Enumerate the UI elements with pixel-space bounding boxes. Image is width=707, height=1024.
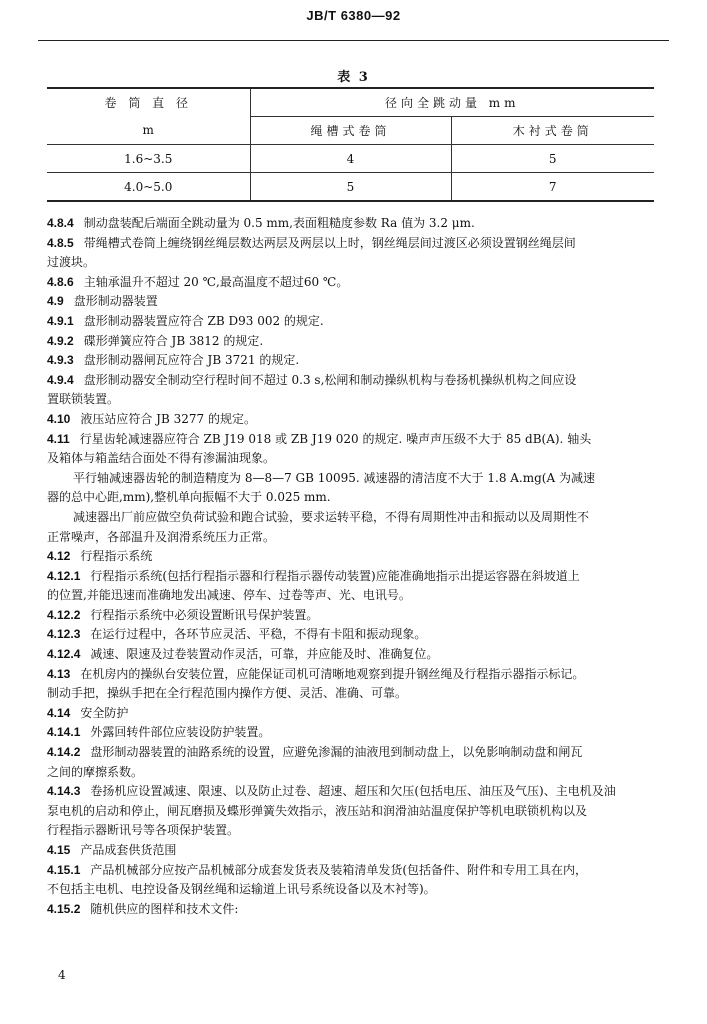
table-row [47, 145, 654, 173]
paragraph-line [47, 821, 659, 841]
clause-text: 器的总中心距,mm),整机单向振幅不大于 0.025 mm. [47, 490, 331, 505]
paragraph-line [47, 625, 659, 645]
clause-number: 4.9.3 [47, 353, 74, 368]
paragraph-line [47, 312, 659, 332]
clause-number: 4.12.4 [47, 647, 81, 662]
header-rule [38, 40, 669, 41]
paragraph-line [47, 234, 659, 254]
clause-text: 随机供应的图样和技术文件: [90, 901, 239, 916]
clause-text: 行程指示系统(包括行程指示器和行程指示器传动装置)应能准确地指示出提运容器在斜坡道上 [90, 568, 580, 583]
clause-number: 4.9.2 [47, 333, 74, 348]
clause-text: 减速、限速及过卷装置动作灵活，可靠，并应能及时、准确复位。 [90, 647, 439, 662]
clause-text: 制动手把，操纵手把在全行程范围内操作方便、灵活、准确、可靠。 [47, 686, 408, 701]
paragraph-line [47, 488, 659, 508]
clause-number: 4.8.6 [47, 274, 74, 289]
clause-text: 盘形制动器装置 [73, 294, 158, 309]
paragraph-line [47, 606, 659, 626]
paragraph-line [47, 743, 659, 763]
rope-groove-cell: 4 [250, 145, 451, 173]
paragraph-line [47, 390, 659, 410]
paragraph-line [47, 449, 659, 469]
runout-table [47, 87, 654, 202]
clause-number: 4.12.3 [47, 627, 81, 642]
clause-number: 4.14.3 [47, 784, 81, 799]
clause-text: 置联锁装置。 [47, 392, 120, 407]
wood-lined-header: 木衬式卷筒 [451, 117, 654, 145]
paragraph-line [47, 371, 659, 391]
clause-text: 盘形制动器装置应符合 ZB D93 002 的规定. [83, 313, 324, 328]
paragraph-line [47, 253, 659, 273]
clause-number: 4.15.2 [47, 901, 81, 916]
rope-groove-header: 绳槽式卷筒 [250, 117, 451, 145]
clause-text: 安全防护 [80, 705, 129, 720]
clause-text: 盘形制动器安全制动空行程时间不超过 0.3 s,松闸和制动操纵机构与卷扬机操纵机构之间应设 [83, 372, 577, 387]
runout-header: 径向全跳动量 mm [250, 88, 654, 117]
paragraph-line [47, 547, 659, 567]
paragraph-line [47, 802, 659, 822]
paragraph-line [47, 763, 659, 783]
paragraph-line [47, 469, 659, 489]
table-row [47, 173, 654, 202]
clause-text: 盘形制动器装置的油路系统的设置，应避免渗漏的油液甩到制动盘上，以免影响制动盘和闸瓦 [90, 745, 583, 760]
clause-text: 行程指示系统 [80, 549, 153, 564]
clause-number: 4.14.1 [47, 725, 81, 740]
clause-number: 4.9.1 [47, 313, 74, 328]
clause-number: 4.8.4 [47, 216, 74, 230]
paragraph-line [47, 528, 659, 548]
diameter-cell: 4.0~5.0 [47, 173, 250, 202]
rope-groove-cell: 5 [250, 173, 451, 202]
clause-number: 4.14 [47, 705, 71, 720]
clause-text: 行程指示系统中必须设置断讯号保护装置。 [90, 607, 319, 622]
paragraph-line [47, 880, 659, 900]
paragraph-line [47, 704, 659, 724]
standard-code-header: JB/T 6380—92 [306, 8, 401, 23]
clause-text: 过渡块。 [47, 255, 96, 270]
clause-text: 及箱体与箱盖结合面处不得有渗漏油现象。 [47, 451, 276, 466]
clause-text: 在机房内的操纵台安装位置，应能保证司机可清晰地观察到提升钢丝绳及行程指示器指示标记。 [80, 666, 585, 681]
table-header-row-1 [47, 88, 654, 117]
diameter-header: 卷 筒 直 径 [47, 88, 250, 117]
clause-text: 带绳槽式卷筒上缠绕钢丝绳层数达两层及两层以上时，钢丝绳层间过渡区必须设置钢丝绳层间 [83, 235, 576, 250]
clause-text: 制动盘装配后端面全跳动量为 0.5 mm,表面粗糙度参数 Ra 值为 3.2 μm. [83, 216, 475, 230]
clause-number: 4.15 [47, 843, 71, 857]
paragraph-line [47, 723, 659, 743]
paragraph-line [47, 567, 659, 587]
page-number: 4 [58, 968, 66, 982]
clause-number: 4.11 [47, 431, 70, 446]
clause-number: 4.13 [47, 666, 71, 681]
clause-text: 外露回转件部位应装设防护装置。 [90, 725, 271, 740]
clause-text: 正常噪声，各部温升及润滑系统压力正常。 [47, 529, 276, 544]
clause-number: 4.8.5 [47, 235, 74, 250]
paragraph-line [47, 214, 659, 234]
paragraph-line [47, 332, 659, 352]
paragraph-line [47, 430, 659, 450]
paragraph-line [47, 645, 659, 665]
clause-text: 在运行过程中，各环节应灵活、平稳，不得有卡阻和振动现象。 [90, 627, 427, 642]
clause-text: 不包括主电机、电控设备及钢丝绳和运输道上讯号系统设备以及木衬等)。 [47, 882, 436, 897]
paragraph-line [47, 508, 659, 528]
clause-text: 液压站应符合 JB 3277 的规定。 [80, 411, 256, 426]
paragraph-line [47, 684, 659, 704]
paragraph-line [47, 782, 659, 802]
clause-text: 减速器出厂前应做空负荷试验和跑合试验，要求运转平稳，不得有周期性冲击和振动以及周期性不 [73, 509, 590, 524]
paragraph-line [47, 410, 659, 430]
paragraph-line [47, 273, 659, 293]
paragraph-line [47, 861, 659, 881]
paragraph-line [47, 665, 659, 685]
clause-number: 4.9 [47, 294, 64, 309]
clause-text: 碟形弹簧应符合 JB 3812 的规定. [83, 333, 264, 348]
clause-text: 之间的摩擦系数。 [47, 764, 144, 779]
diameter-unit: m [47, 117, 250, 145]
clause-number: 4.9.4 [47, 372, 74, 387]
clause-number: 4.14.2 [47, 745, 81, 760]
clause-number: 4.10 [47, 411, 71, 426]
clause-number: 4.12 [47, 549, 71, 564]
clause-number: 4.15.1 [47, 862, 81, 877]
clause-text: 的位置,并能迅速而准确地发出减速、停车、过卷等声、光、电讯号。 [47, 588, 411, 603]
diameter-cell: 1.6~3.5 [47, 145, 250, 173]
clause-number: 4.12.2 [47, 607, 81, 622]
clause-text: 行程指示器断讯号等各项保护装置。 [47, 823, 240, 838]
paragraph-line [47, 351, 659, 371]
clause-number: 4.12.1 [47, 568, 81, 583]
wood-lined-cell: 5 [451, 145, 654, 173]
clause-text: 产品机械部分应按产品机械部分成套发货表及装箱清单发货(包括备件、附件和专用工具在内， [90, 862, 588, 877]
clause-text: 卷扬机应设置减速、限速、以及防止过卷、超速、超压和欠压(包括电压、油压及气压)、主电机及油 [90, 784, 616, 799]
clause-text: 盘形制动器闸瓦应符合 JB 3721 的规定. [83, 353, 300, 368]
table-header-row-2 [47, 117, 654, 145]
wood-lined-cell: 7 [451, 173, 654, 202]
clause-text: 平行轴减速器齿轮的制造精度为 8—8—7 GB 10095. 减速器的清洁度不大于 1.8 A.mg(A 为减速 [73, 470, 595, 485]
clause-text: 产品成套供货范围 [80, 843, 177, 857]
clause-text: 行星齿轮减速器应符合 ZB J19 018 或 ZB J19 020 的规定. 噪声声压级不大于 85 dB(A). 轴头 [79, 431, 592, 446]
clause-text: 泵电机的启动和停止，闸瓦磨损及蝶形弹簧失效指示，液压站和润滑油站温度保护等机电联锁机构以及 [47, 803, 588, 818]
paragraph-line [47, 292, 659, 312]
paragraph-line [47, 900, 659, 920]
paragraph-line [47, 841, 659, 861]
body-text [47, 214, 659, 919]
table-title: 表 3 [337, 70, 370, 85]
paragraph-line [47, 586, 659, 606]
clause-text: 主轴承温升不超过 20 ℃,最高温度不超过60 ℃。 [83, 274, 349, 289]
